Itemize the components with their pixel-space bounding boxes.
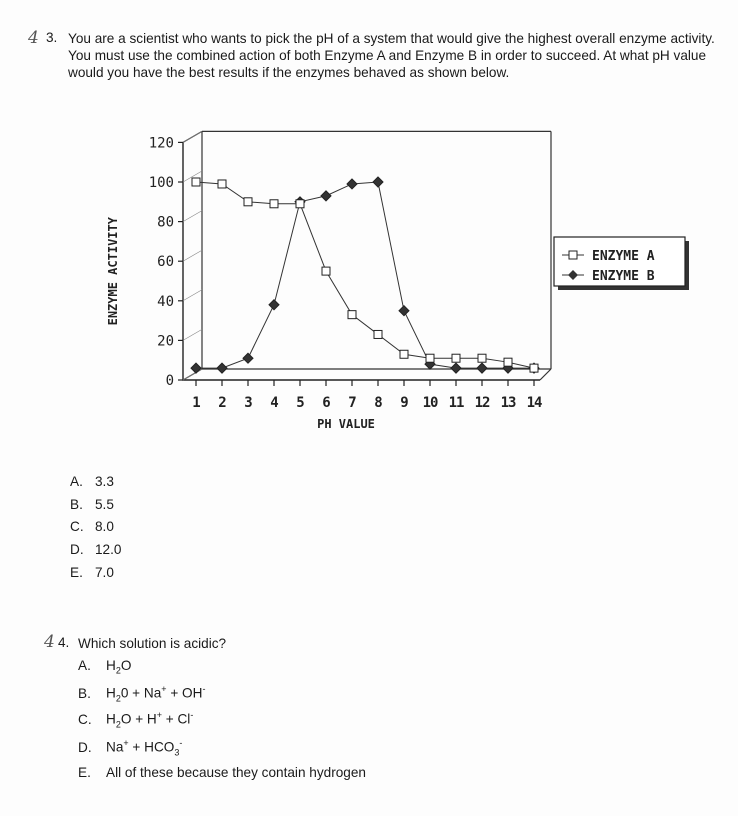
enzyme-a-point bbox=[374, 330, 382, 338]
q44-option-e[interactable] bbox=[78, 765, 366, 780]
q43-option-a[interactable] bbox=[70, 474, 114, 489]
option-text: 5.5 bbox=[95, 497, 114, 512]
enzyme-b-point bbox=[451, 363, 461, 373]
y-tick-depth bbox=[183, 211, 202, 222]
enzyme-a-point bbox=[478, 354, 486, 362]
formula-sub: 2 bbox=[115, 693, 121, 704]
formula-sup: + bbox=[156, 710, 162, 720]
formula-sup: + bbox=[123, 738, 129, 748]
option-letter: C. bbox=[70, 519, 84, 534]
formula-part: O bbox=[120, 658, 132, 673]
enzyme-a-point bbox=[426, 354, 434, 362]
y-tick-label: 0 bbox=[165, 373, 174, 389]
handwritten-number-43: 4 bbox=[28, 28, 39, 48]
formula-sup: - bbox=[202, 684, 206, 694]
formula-sub: 2 bbox=[115, 665, 121, 676]
q43-option-c[interactable] bbox=[70, 519, 114, 534]
x-axis-label: PH VALUE bbox=[317, 417, 375, 431]
formula-part: + OH bbox=[166, 685, 203, 701]
formula-sub: 3 bbox=[174, 747, 180, 758]
formula-part: H bbox=[106, 711, 116, 727]
option-letter: B. bbox=[70, 497, 83, 512]
x-tick-label: 10 bbox=[422, 395, 438, 411]
enzyme-a-point bbox=[452, 354, 460, 362]
enzyme-b-point bbox=[191, 363, 201, 373]
x-tick-label: 7 bbox=[348, 395, 356, 411]
option-letter: A. bbox=[78, 658, 91, 673]
question-43-number: 3. bbox=[46, 30, 58, 45]
legend-a-label: ENZYME A bbox=[592, 249, 655, 264]
formula-part: + Cl bbox=[162, 711, 191, 727]
option-letter: D. bbox=[70, 542, 84, 557]
enzyme-a-point bbox=[504, 358, 512, 366]
enzyme-b-line bbox=[196, 182, 534, 368]
enzyme-b-point bbox=[373, 177, 383, 187]
x-tick-label: 11 bbox=[448, 395, 464, 411]
option-letter: C. bbox=[78, 711, 92, 727]
q44-option-d[interactable] bbox=[78, 738, 182, 757]
x-tick-label: 2 bbox=[218, 395, 226, 411]
legend-b-label: ENZYME B bbox=[592, 269, 655, 284]
enzyme-b-point bbox=[399, 306, 409, 316]
enzyme-b-point bbox=[269, 300, 279, 310]
enzyme-a-point bbox=[322, 267, 330, 275]
formula-part: H bbox=[106, 685, 116, 701]
formula-sup: - bbox=[179, 738, 183, 748]
y-tick-depth bbox=[183, 329, 202, 340]
question-43-text: You are a scientist who wants to pick the pH of a system that would give the highest overall enzyme activity. You must use the combined action of both Enzyme A and Enzyme B in order to succeed. At what pH value would you have the best results if the enzymes behaved as shown below. bbox=[68, 31, 715, 80]
x-tick-label: 6 bbox=[322, 395, 330, 411]
y-tick-label: 120 bbox=[148, 135, 174, 152]
enzyme-b-point bbox=[243, 353, 253, 363]
x-tick-label: 9 bbox=[400, 395, 408, 411]
y-tick-depth bbox=[183, 131, 202, 142]
formula-part: H bbox=[106, 658, 116, 673]
q44-option-c[interactable] bbox=[78, 710, 193, 729]
option-text: 12.0 bbox=[95, 542, 122, 557]
q44-option-b[interactable] bbox=[78, 684, 205, 703]
y-tick-label: 60 bbox=[157, 254, 174, 271]
option-letter: A. bbox=[70, 474, 83, 489]
formula-sup: - bbox=[190, 710, 194, 720]
enzyme-a-line bbox=[196, 182, 534, 368]
y-tick-label: 100 bbox=[148, 175, 174, 191]
enzyme-a-point bbox=[244, 198, 252, 206]
enzyme-a-point bbox=[400, 350, 408, 358]
x-tick-label: 13 bbox=[500, 395, 516, 411]
y-tick-label: 20 bbox=[157, 333, 174, 350]
option-letter: E. bbox=[78, 765, 91, 780]
q44-option-a[interactable] bbox=[78, 658, 131, 676]
x-tick-label: 12 bbox=[474, 395, 490, 411]
q43-option-e[interactable] bbox=[70, 565, 114, 580]
x-tick-label: 5 bbox=[296, 395, 304, 411]
y-tick-label: 80 bbox=[157, 214, 174, 231]
depth-edge-right bbox=[540, 369, 551, 380]
x-tick-label: 4 bbox=[270, 395, 278, 411]
option-letter: B. bbox=[78, 685, 91, 701]
formula-part: O + H bbox=[120, 711, 157, 727]
formula-part: + HCO bbox=[128, 739, 175, 755]
enzyme-a-point bbox=[192, 178, 200, 186]
option-letter: D. bbox=[78, 739, 92, 755]
enzyme-b-point bbox=[321, 191, 331, 201]
enzyme-b-point bbox=[347, 179, 357, 189]
x-tick-label: 3 bbox=[244, 395, 252, 411]
q43-option-b[interactable] bbox=[70, 497, 114, 512]
enzyme-a-point bbox=[530, 364, 538, 372]
option-text: All of these because they contain hydrogen bbox=[106, 765, 366, 780]
enzyme-a-point bbox=[296, 200, 304, 208]
x-tick-label: 1 bbox=[192, 395, 200, 411]
option-text: 3.3 bbox=[95, 474, 114, 489]
enzyme-a-point bbox=[270, 200, 278, 208]
option-text: 7.0 bbox=[95, 565, 114, 580]
enzyme-b-point bbox=[217, 363, 227, 373]
option-letter: E. bbox=[70, 565, 83, 580]
legend-a-marker bbox=[569, 251, 577, 259]
formula-sup: + bbox=[161, 684, 167, 694]
formula-part: Na bbox=[106, 739, 124, 755]
option-text: 8.0 bbox=[95, 519, 114, 534]
y-tick-depth bbox=[183, 250, 202, 261]
handwritten-number-44: 4 bbox=[44, 632, 55, 652]
x-tick-label: 8 bbox=[374, 395, 382, 411]
formula-part: 0 + Na bbox=[120, 685, 162, 701]
question-44-number: 4. bbox=[58, 635, 70, 650]
y-tick-label: 40 bbox=[157, 293, 174, 310]
enzyme-a-point bbox=[218, 180, 226, 188]
enzyme-a-point bbox=[348, 311, 356, 319]
enzyme-b-point bbox=[477, 363, 487, 373]
y-axis-front bbox=[183, 142, 540, 380]
y-tick-depth bbox=[183, 290, 202, 301]
x-tick-label: 14 bbox=[526, 395, 542, 411]
y-axis-label: ENZYME ACTIVITY bbox=[106, 217, 120, 326]
question-44-text: Which solution is acidic? bbox=[78, 636, 227, 651]
q43-option-d[interactable] bbox=[70, 542, 121, 557]
formula-sub: 2 bbox=[115, 719, 121, 730]
